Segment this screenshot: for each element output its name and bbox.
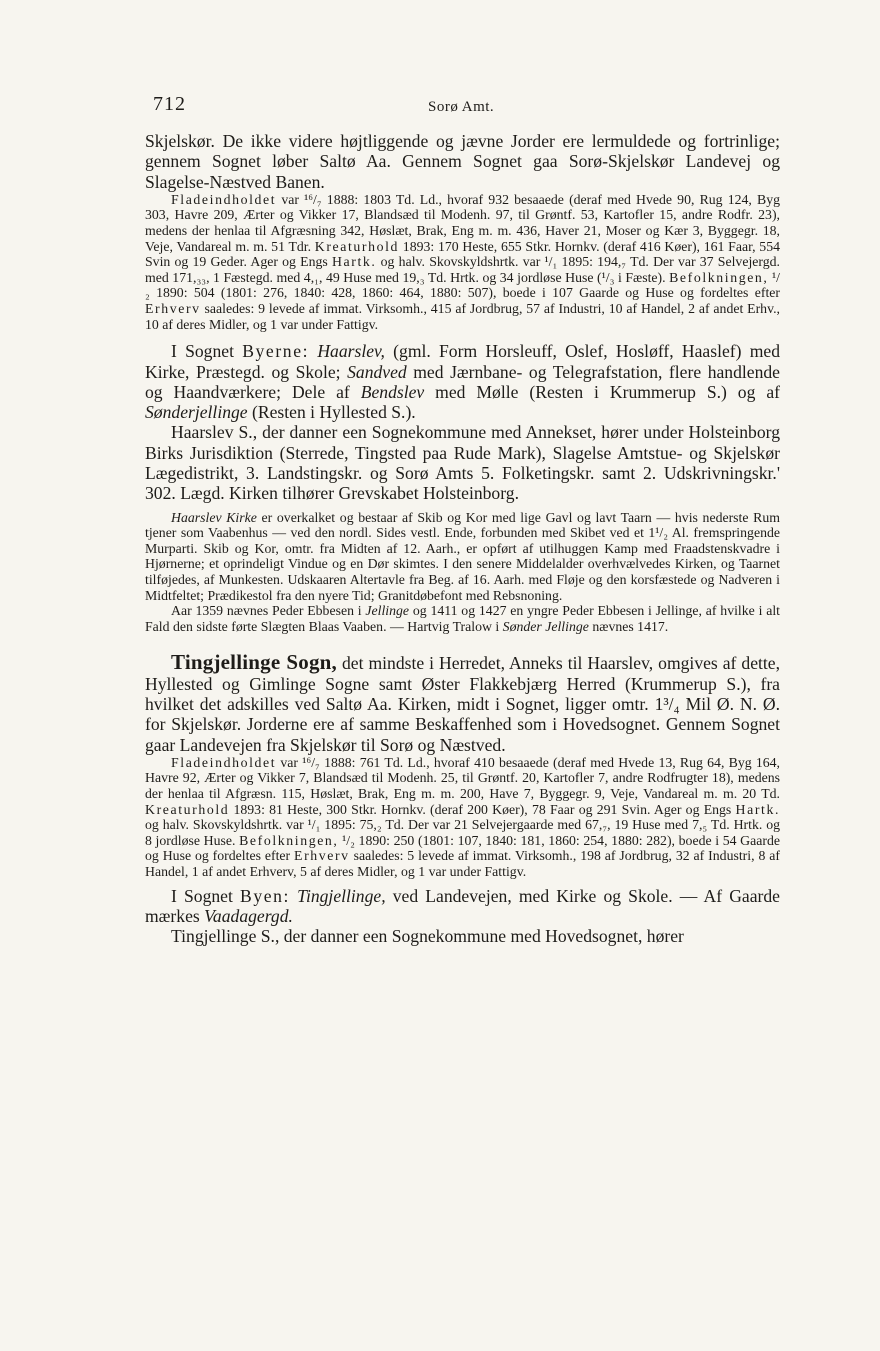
label-hartk: Hartk. [735, 801, 780, 817]
paragraph-statistics-tingjellinge [145, 755, 780, 880]
paragraph-history [145, 603, 780, 634]
section-heading-tingjellinge: Tingjellinge Sogn, [171, 650, 338, 675]
history-text-1: Aar 1359 nævnes Peder Ebbesen i [171, 603, 366, 619]
byerne-text-2: (gml. Form Horsleuff, Oslef, Hosløff, Haaslef) med Kirke, Præstegd. og Skole; [145, 341, 781, 382]
paragraph-statistics-haarslev [145, 192, 780, 332]
paragraph-continuation: Tingjellinge S., der danner een Sognekommune med Hovedsognet, hører [171, 926, 684, 947]
byerne-text-3: med Jærnbane- og Telegrafstation, flere handlende og Haandværkere; Dele af [145, 361, 780, 402]
place-bendslev: Bendslev [360, 381, 425, 402]
page-header [145, 93, 780, 127]
stats-text-4: ¹/₂ 1890: 504 (1801: 276, 1840: 428, 1860: 464, 1880: 507), boede i 107 Gaarde og Huse og fordeltes efter [145, 269, 780, 301]
kirke-text: er overkalket og bestaar af Skib og Kor med lige Gavl og lavt Taarn — hvis nederste Rum tjener som Vaabenhus — ved den nordl. Sides vestl. Ende, forbunden med Skibet ved et 1¹/₂ Al. fremspringende Murparti. Skib og Kor, omtr. fra Midten af 12. Aarh., er opført af utilhuggen Kamp med Fraadstenskvadre i Hjørnerne; et oprindeligt Vindue og en Dør skimtes. I den senere Middelalder overhvælvedes Kirken, og Taarnet tilføjedes, af Munkesten. Udskaaren Altertavle fra Beg. af 16. Aarh. med Fløje og den korsfæstede og Nadveren i Midtfeltet; Prædikestol fra den nyere Tid; Granitdøbefont med Rebsnoning. [145, 509, 780, 603]
byerne-text-5: (Resten i Hyllested S.). [247, 402, 416, 423]
label-befolkningen: Befolkningen, [239, 832, 339, 848]
tingjellinge-text: det mindste i Herredet, Anneks til Haarslev, omgives af dette, Hyllested og Gimlinge Sogne samt Øster Flakkebjærg Herred (Krummerup S.), fra hvilket det adskilles ved Saltø Aa. Kirken, midt i Sognet, ligger omtr. 1³/₄ Mil Ø. N. Ø. for Skjelskør. Jorderne ere af samme Beskaffenhed som i Hovedsognet. Gennem Sognet gaar Landevejen fra Skjelskør til Sorø og Næstved. [145, 653, 780, 755]
place-tingjellinge: Tingjellinge, [297, 885, 386, 906]
byerne-text-1: I Sognet [171, 341, 243, 362]
stats-text-1: var ¹⁶/₇ 1888: 761 Td. Ld., hvoraf 410 besaaede (deraf med Hvede 13, Rug 64, Byg 164, Havre 92, Ærter og Vikker 7, Blandsæd til Modenh. 25, til Grøntf. 20, Kartofler 7, andre Rodfrugter 18), medens der henlaa til Afgræsn. 115, Høslæt, Brak, Eng m. m. 200, Have 7, Byggegr. 9, Veje, Vandareal m. m. 20 Td. [145, 754, 780, 802]
label-fladeindholdet: Fladeindholdet [171, 191, 277, 207]
stats-text-1: var ¹⁶/₇ 1888: 1803 Td. Ld., hvoraf 932 besaaede (deraf med Hvede 90, Rug 124, Byg 303, Havre 209, Ærter og Vikker 17, Blandsæd til Modenh. 97, til Grøntf. 53, Kartofler 15, andre Rodfr. 23), medens der henlaa til Afgræsning 342, Høslæt, Brak, Eng m. m. 436, Haver 21, Moser og Kær 3, Byggegr. 18, Veje, Vandareal m. m. 51 Tdr. [145, 191, 780, 254]
label-erhverv: Erhverv [294, 848, 350, 864]
stats-text-2: 1893: 81 Heste, 300 Stkr. Hornkv. (deraf 200 Køer), 78 Faar og 291 Svin. Ager og Engs [229, 801, 736, 817]
label-erhverv: Erhverv [145, 301, 201, 317]
paragraph-tingjellinge-sogn [145, 652, 780, 754]
place-sonder-jellinge: Sønder Jellinge [502, 618, 589, 634]
byen-text-2: ved Landevejen, med Kirke og Skole. — Af Gaarde mærkes [145, 885, 780, 926]
stats-text-3: og halv. Skovskyldshrtk. var ¹/₁ 1895: 75,₂ Td. Der var 21 Selvejergaarde med 67,₇, 19 Huse med 7,₅ Td. Hrtk. og 8 jordløse Huse. [145, 817, 780, 848]
stats-text-2: 1893: 170 Heste, 655 Stkr. Hornkv. (deraf 416 Køer), 161 Faar, 554 Svin og 19 Geder. Ager og Engs [145, 238, 780, 270]
byerne-text-4: med Mølle (Resten i Krummerup S.) og af [424, 381, 780, 402]
stats-text-5: saaledes: 5 levede af immat. Virksomh., 198 af Jordbrug, 32 af Industri, 8 af Handel, 1 af andet Erhverv, 5 af deres Midler, og 1 var under Fattigv. [145, 848, 780, 879]
label-befolkningen: Befolkningen, [669, 269, 769, 285]
place-vaadagergd: Vaadagergd. [204, 905, 293, 926]
stats-text-4: ¹/₂ 1890: 250 (1801: 107, 1840: 181, 1860: 254, 1880: 282), boede i 54 Gaarde og Huse og fordeltes efter [145, 832, 780, 864]
running-title: Sorø Amt. [428, 99, 495, 115]
history-text-3: nævnes 1417. [588, 618, 669, 634]
place-sonderjellinge: Sønderjellinge [145, 402, 248, 423]
history-text-2: og 1411 og 1427 en yngre Peder Ebbesen i Jellinge, af hvilke i alt Fald den sidste førte Slægten Blaas Vaaben. — Hartvig Tralow i [145, 603, 780, 634]
place-jellinge: Jellinge [365, 603, 410, 619]
label-fladeindholdet: Fladeindholdet [171, 754, 277, 770]
byen-text-1: I Sognet [171, 885, 240, 906]
paragraph-byen [145, 886, 780, 927]
place-haarslev: Haarslev, [317, 341, 385, 362]
label-byerne: Byerne: [242, 341, 310, 362]
paragraph-byerne [145, 341, 780, 422]
heading-haarslev-kirke: Haarslev Kirke [171, 509, 257, 525]
paragraph-haarslev-kirke [145, 510, 780, 604]
stats-text-3: og halv. Skovskyldshrtk. var ¹/₁ 1895: 194,₇ Td. Der var 37 Selvejergd. med 171,₃₃, 1 Fæstegd. med 4,₁, 49 Huse med 19,₃ Td. Hrtk. og 34 jordløse Huse (¹/₃ i Fæste). [145, 254, 780, 285]
place-sandved: Sandved [347, 361, 407, 382]
label-hartk: Hartk. [331, 254, 377, 270]
page-number: 712 [153, 93, 186, 115]
label-kreaturhold: Kreaturhold [314, 238, 400, 254]
paragraph-jurisdiction: Haarslev S., der danner een Sognekommune med Annekset, hører under Holsteinborg Birks Jurisdiktion (Sterrede, Tingsted paa Rude Mark), Slagelse Amtstue- og Skjelskør Lægedistrikt, 3. Landstingskr. og Sorø Amts 5. Folketingskr. samt 2. Udskrivningskr.' 302. Lægd. Kirken tilhører Grevskabet Holsteinborg. [145, 422, 780, 504]
paragraph-soil: Skjelskør. De ikke videre højtliggende og jævne Jorder ere lermuldede og fortrinlige; gennem Sognet løber Saltø Aa. Gennem Sognet gaa Sorø-Skjelskør Landevej og Slagelse-Næstved Banen. [145, 131, 780, 192]
stats-text-5: saaledes: 9 levede af immat. Virksomh., 415 af Jordbrug, 57 af Industri, 10 af Handel, 2 af andet Erhv., 10 af deres Midler, og 1 var under Fattigv. [145, 301, 780, 332]
label-kreaturhold: Kreaturhold [145, 801, 230, 817]
label-byen: Byen: [239, 885, 291, 906]
